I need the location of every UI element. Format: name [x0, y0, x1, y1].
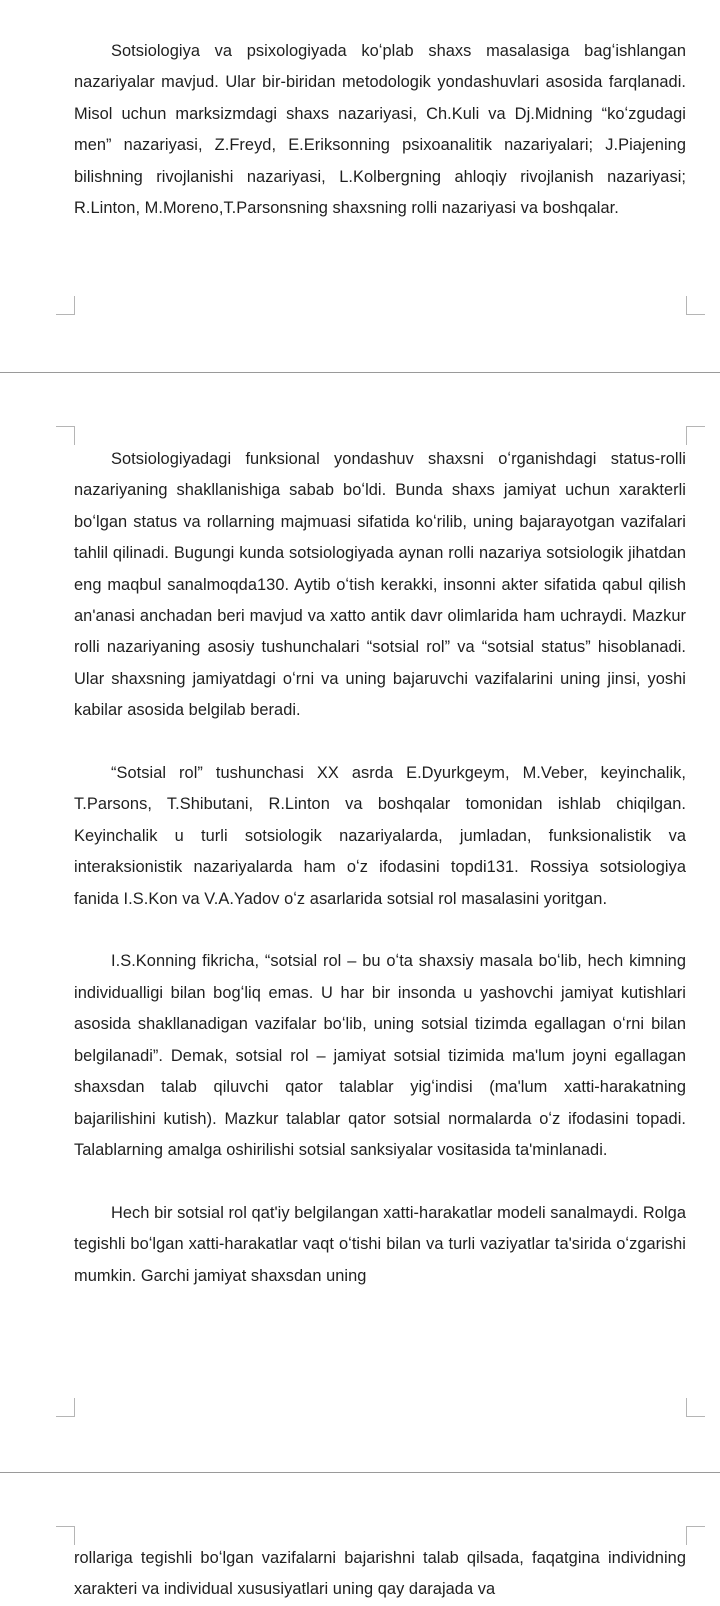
page-2-text	[74, 444, 686, 1292]
margin-corner-marker	[56, 296, 75, 315]
margin-corner-marker	[56, 1526, 75, 1545]
margin-corner-marker	[686, 296, 705, 315]
margin-corner-marker	[686, 426, 705, 445]
document-page-1	[0, 0, 720, 372]
page-1-text	[74, 36, 686, 224]
paragraph: “Sotsial rol” tushunchasi XX asrda E.Dyurkgeym, M.Veber, keyinchalik, T.Parsons, T.Shibutani, R.Linton va boshqalar tomonidan ishlab chiqilgan. Keyinchalik u turli sotsiologik nazariyalarda, jumladan, funksionalistik va interaksionistik nazariyalarda ham oʻz ifodasini topdi131. Rossiya sotsiologiya fanida I.S.Kon va V.A.Yadov oʻz asarlarida sotsial rol masalasini yoritgan.	[74, 764, 686, 908]
paragraph: I.S.Konning fikricha, “sotsial rol – bu oʻta shaxsiy masala boʻlib, hech kimning individualligi bilan bogʻliq emas. U har bir insonda u yashovchi jamiyat kutishlari asosida shakllanadigan vazifalar boʻlib, uning sotsial tizimda egallagan oʻrni bilan belgilanadi”. Demak, sotsial rol – jamiyat sotsial tizimida ma'lum joyni egallagan shaxsdan talab qiluvchi qator talablar yigʻindisi (ma'lum xatti-harakatning bajarilishini kutish). Mazkur talablar qator sotsial normalarda oʻz ifodasini topadi. Talablarning amalga oshirilishi sotsial sanksiyalar vositasida ta'minlanadi.	[74, 952, 686, 1159]
paragraph: Sotsiologiyadagi funksional yondashuv shaxsni oʻrganishdagi status-rolli nazariyaning shakllanishiga sabab boʻldi. Bunda shaxs jamiyat uchun xarakterli boʻlgan status va rollarning majmuasi sifatida koʻrilib, uning bajarayotgan vazifalari tahlil qilinadi. Bugungi kunda sotsiologiyada aynan rolli nazariya sotsiologik jihatdan eng maqbul sanalmoqda130. Aytib oʻtish kerakki, insonni akter sifatida qabul qilish an'anasi anchadan beri mavjud va xatto antik davr olimlarida ham uchraydi. Mazkur rolli nazariyaning asosiy tushunchalari “sotsial rol” va “sotsial status” hisoblanadi. Ular shaxsning jamiyatdagi oʻrni va uning bajaruvchi vazifalarini uning jinsi, yoshi kabilar asosida belgilab beradi.	[74, 450, 686, 720]
margin-corner-marker	[56, 426, 75, 445]
paragraph: Sotsiologiya va psixologiyada koʻplab shaxs masalasiga bagʻishlangan nazariyalar mavjud. Ular bir-biridan metodologik yondashuvlari asosida farqlanadi. Misol uchun marksizmdagi shaxs nazariyasi, Ch.Kuli va Dj.Midning “koʻzgudagi men” nazariyasi, Z.Freyd, E.Eriksonning psixoanalitik nazariyalari; J.Piajening bilishning rivojlanishi nazariyasi, L.Kolbergning ahloqiy rivojlanish nazariyasi; R.Linton, M.Moreno,T.Parsonsning shaxsning rolli nazariyasi va boshqalar.	[74, 42, 686, 218]
margin-corner-marker	[686, 1398, 705, 1417]
margin-corner-marker	[56, 1398, 75, 1417]
paragraph: Hech bir sotsial rol qat'iy belgilangan xatti-harakatlar modeli sanalmaydi. Rolga tegishli boʻlgan xatti-harakatlar vaqt oʻtishi bilan va turli vaziyatlar ta'sirida oʻzgarishi mumkin. Garchi jamiyat shaxsdan uning	[74, 1203, 686, 1285]
page-3-text	[74, 1543, 686, 1606]
margin-corner-marker	[686, 1526, 705, 1545]
paragraph: rollariga tegishli boʻlgan vazifalarni bajarishni talab qilsada, faqatgina individning xarakteri va individual xususiyatlari uning qay darajada va	[74, 1549, 686, 1599]
